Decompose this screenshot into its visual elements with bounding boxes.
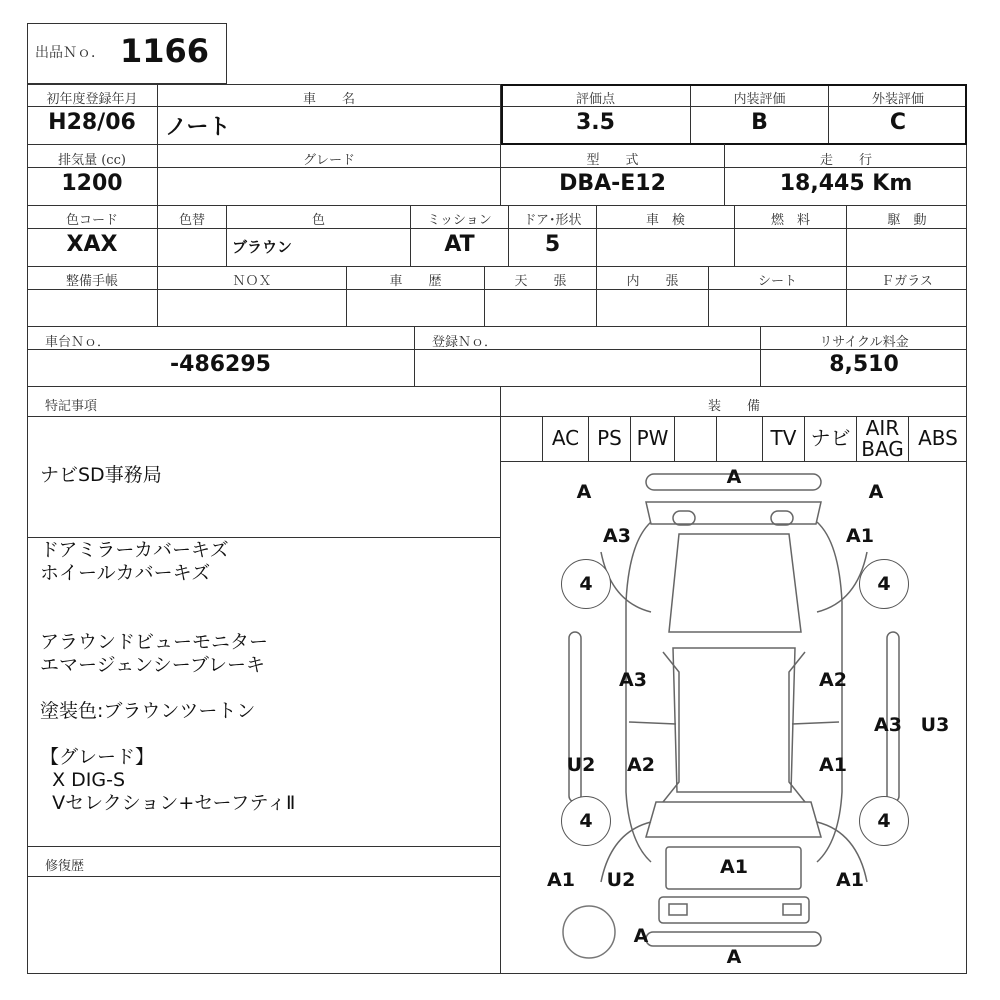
- inner-label: 内 張: [626, 274, 679, 289]
- mark-rear-right-a1: A1: [836, 869, 864, 891]
- reg-value: H28/06: [48, 110, 136, 135]
- score-label: 評価点: [575, 92, 615, 107]
- maint-label: 整備手帳: [65, 274, 118, 289]
- glass-label: Ｆガラス: [881, 274, 933, 289]
- mark-front-center: A: [726, 466, 742, 488]
- name-value: ノート: [165, 115, 231, 140]
- equip-tv: TV: [770, 426, 797, 450]
- tire-rear-right: 4: [859, 796, 909, 846]
- mark-right-rear-door: A1: [819, 754, 847, 776]
- note-line-7: 【グレード】: [40, 746, 155, 768]
- chassis-value: -486295: [170, 352, 271, 377]
- equipment-label: 装 備: [707, 399, 760, 414]
- interior-label: 内装評価: [733, 92, 786, 107]
- mission-label: ミッション: [427, 213, 492, 228]
- equip-ps: PS: [597, 426, 622, 450]
- grade-label: グレード: [302, 153, 355, 168]
- mileage-value: 18,445 Km: [779, 171, 913, 196]
- drive-label: 駆 動: [887, 213, 927, 228]
- equip-air: AIR: [865, 416, 900, 440]
- mark-spare: A: [633, 925, 649, 947]
- mileage-label: 走 行: [819, 153, 872, 168]
- note-line-2: ドアミラーカバーキズ: [40, 539, 229, 561]
- note-line-8: X DIG-S: [40, 769, 126, 791]
- mark-front-right-fender: A1: [846, 525, 874, 547]
- equip-navi: ナビ: [810, 426, 851, 450]
- note-line-9: Vセレクション+セーフティⅡ: [40, 792, 296, 814]
- note-line-1: ナビSD事務局: [40, 464, 162, 486]
- interior-value: B: [751, 110, 768, 135]
- score-value: 3.5: [576, 110, 615, 135]
- model-label: 型 式: [586, 153, 639, 168]
- color-code-value: XAX: [66, 232, 118, 257]
- disp-label: 排気量 (cc): [58, 153, 126, 168]
- recycle-value: 8,510: [829, 352, 899, 377]
- repair-label: 修復歴: [45, 859, 85, 874]
- mark-rear-left-a1: A1: [547, 869, 575, 891]
- exterior-value: C: [889, 110, 907, 135]
- mark-left-rear-door: A2: [627, 754, 655, 776]
- door-value: 5: [544, 232, 561, 257]
- lot-label: 出品Ｎｏ．: [35, 45, 105, 61]
- name-label: 車 名: [302, 92, 355, 107]
- tire-front-left: 4: [561, 559, 611, 609]
- inspection-label: 車 検: [645, 213, 685, 228]
- mark-trunk: A1: [720, 856, 748, 878]
- equip-pw: PW: [636, 426, 669, 450]
- note-line-4: アラウンドビューモニター: [40, 631, 269, 653]
- notes-label: 特記事項: [45, 399, 98, 414]
- color-code-label: 色コード: [65, 213, 118, 228]
- mission-value: AT: [444, 232, 475, 257]
- mark-left-sill: U2: [566, 754, 596, 776]
- lot-number: 1166: [120, 32, 210, 70]
- mark-right-sill-a3: A3: [874, 714, 902, 736]
- recolor-label: 色替: [178, 213, 205, 228]
- nox-label: ＮＯＸ: [232, 274, 272, 289]
- model-value: DBA-E12: [559, 171, 666, 196]
- chassis-label: 車台Ｎｏ．: [45, 335, 111, 350]
- mark-right-sill-u3: U3: [920, 714, 950, 736]
- seat-label: シート: [757, 274, 797, 289]
- mark-rear-bumper: A: [726, 946, 742, 968]
- mark-front-right: A: [868, 481, 884, 503]
- equip-bag: BAG: [861, 437, 904, 461]
- equip-ac: AC: [551, 426, 580, 450]
- reg-label: 初年度登録年月: [46, 92, 138, 107]
- regno-label: 登録Ｎｏ．: [432, 335, 498, 350]
- equip-abs: ABS: [918, 426, 958, 450]
- color-value: ブラウン: [232, 238, 293, 256]
- door-label: ドア･形状: [523, 213, 582, 228]
- history-label: 車 歴: [389, 274, 442, 289]
- exterior-label: 外装評価: [871, 92, 924, 107]
- recycle-label: リサイクル料金: [819, 335, 909, 350]
- note-line-6: 塗装色:ブラウンツートン: [40, 700, 256, 722]
- mark-left-front-door: A3: [619, 669, 647, 691]
- roof-label: 天 張: [514, 274, 567, 289]
- color-label: 色: [311, 213, 325, 228]
- mark-right-front-door: A2: [819, 669, 847, 691]
- mark-front-left: A: [576, 481, 592, 503]
- mark-rear-left-u2: U2: [606, 869, 636, 891]
- note-line-5: エマージェンシーブレーキ: [40, 654, 266, 676]
- tire-rear-left: 4: [561, 796, 611, 846]
- mark-front-left-fender: A3: [603, 525, 631, 547]
- fuel-label: 燃 料: [770, 213, 810, 228]
- disp-value: 1200: [61, 171, 123, 196]
- note-line-3: ホイールカバーキズ: [40, 562, 211, 584]
- tire-front-right: 4: [859, 559, 909, 609]
